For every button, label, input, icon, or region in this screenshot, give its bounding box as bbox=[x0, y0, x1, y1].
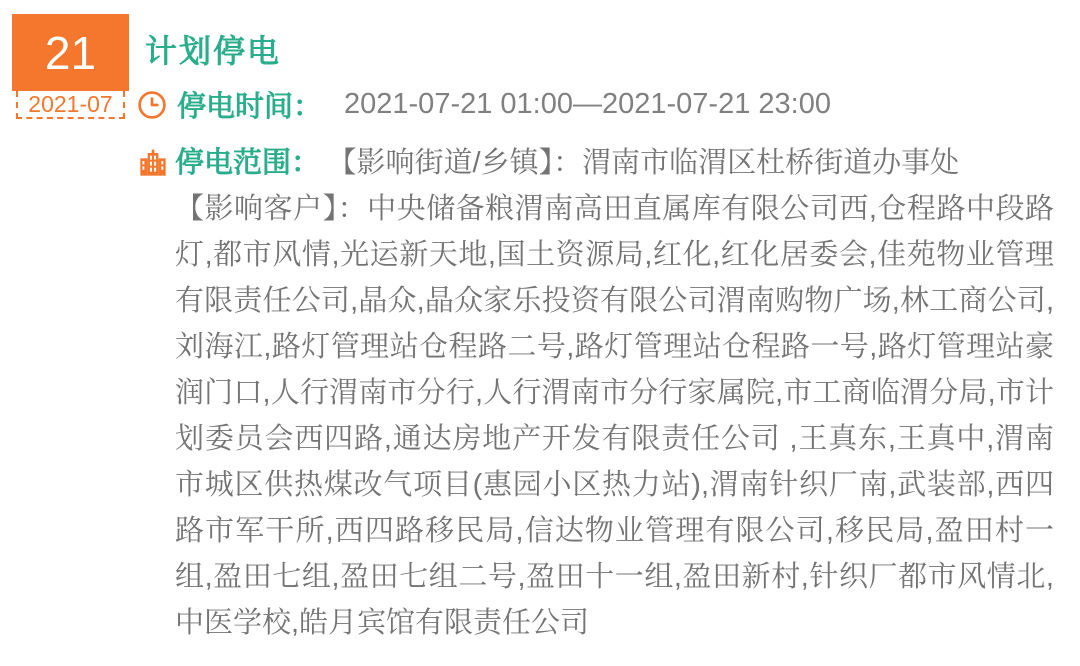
outage-scope-row bbox=[136, 140, 1056, 646]
affected-customers-label: 【影响客户】： bbox=[175, 193, 368, 225]
outage-scope-text bbox=[175, 140, 1054, 646]
outage-time-value: 2021-07-21 01:00—2021-07-21 23:00 bbox=[344, 88, 831, 120]
building-icon bbox=[137, 147, 169, 179]
date-badge-day: 21 bbox=[12, 14, 129, 91]
date-badge bbox=[12, 14, 129, 119]
affected-streets-value: 渭南市临渭区杜桥街道办事处 bbox=[582, 147, 960, 179]
affected-streets-label: 【影响街道/乡镇】： bbox=[342, 147, 583, 179]
page-title: 计划停电 bbox=[145, 33, 282, 69]
outage-time-row bbox=[136, 84, 831, 125]
clock-icon bbox=[136, 89, 168, 121]
outage-scope-label: 停电范围： bbox=[175, 147, 321, 179]
outage-time-label: 停电时间： bbox=[177, 91, 323, 123]
affected-customers bbox=[175, 186, 1054, 646]
affected-customers-value: 中央储备粮渭南高田直属库有限公司西,仓程路中段路灯,都市风情,光运新天地,国土资源局,红化,红化居委会,佳苑物业管理有限责任公司,晶众,晶众家乐投资有限公司渭南购物广场,林工商公司,刘海江,路灯管理站仓程路二号,路灯管理站仓程路一号,路灯管理站豪润门口,人行渭南市分行,人行渭南市分行家属院,市工商临渭分局,市计划委员会西四路,通达房地产开发有限责任公司 ,王真东,王真中,渭南市城区供热煤改气项目(惠园小区热力站),渭南针织厂南,武装部,西四路市军干所,西四路移民局,信达物业管理有限公司,移民局,盈田村一组,盈田七组,盈田七组二号,盈田十一组,盈田新村,针织厂都市风情北,中医学校,皓月宾馆有限责任公司 bbox=[175, 193, 1054, 639]
date-badge-month: 2021-07 bbox=[16, 91, 125, 119]
